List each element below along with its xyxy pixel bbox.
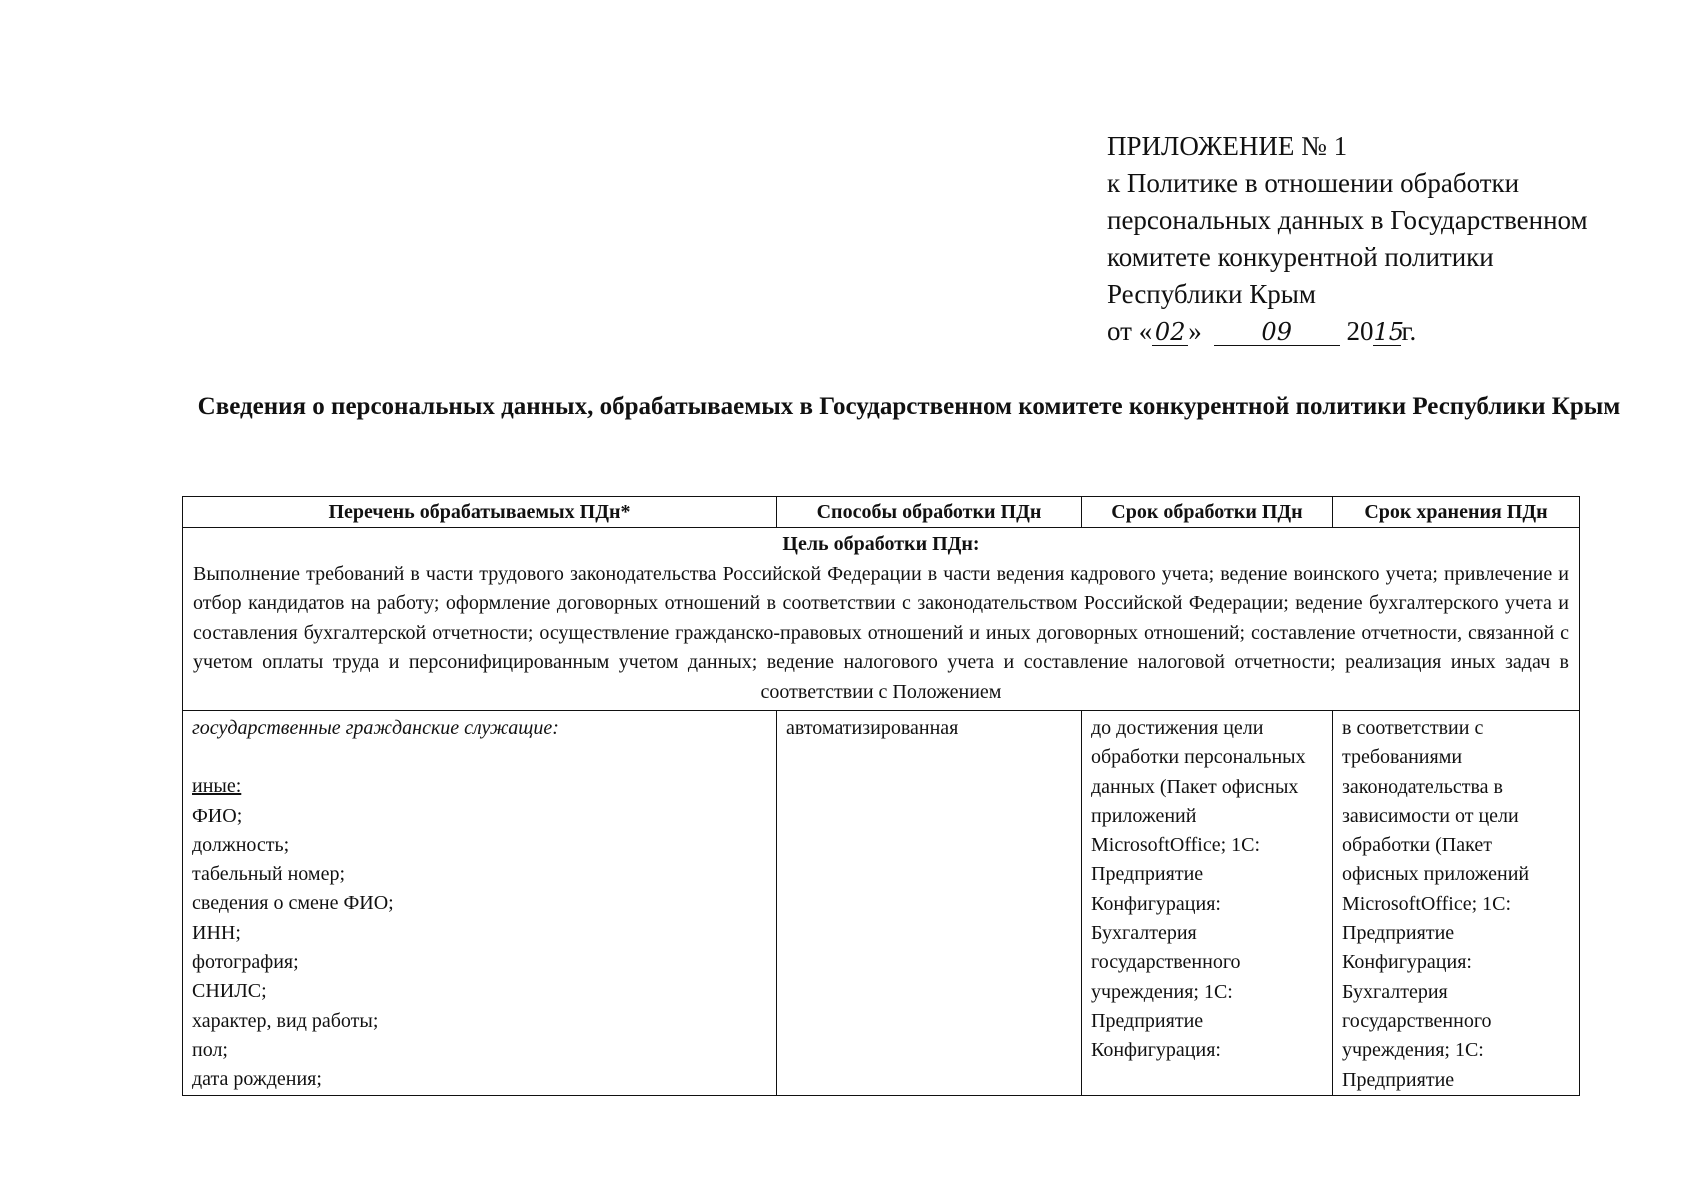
- purpose-text: Выполнение требований в части трудового законодательства Российской Федерации в части ведения кадрового учета; ведение воинского учета; привлечение и отбор кандидатов на работу; оформление договорных отношений в соответствии с законодательством Российской Федерации; ведение бухгалтерского учета и составления бухгалтерской отчетности; осуществление гражданско-правовых отношений и иных договорных отношений; составление отчетности, связанной с учетом оплаты труда и персонифицированным учетом данных; ведение налогового учета и составление налоговой отчетности; реализация иных задач в соответствии с Положением: [193, 562, 1569, 703]
- group-label: иные:: [192, 775, 242, 798]
- date-prefix: от «: [1107, 316, 1153, 346]
- table-header-row: [183, 497, 1580, 528]
- date-suffix: г.: [1401, 316, 1417, 346]
- date-month-handwritten: 09: [1214, 319, 1340, 346]
- appendix-number: ПРИЛОЖЕНИЕ № 1: [1107, 131, 1348, 161]
- date-year-prefix: 20: [1346, 316, 1374, 346]
- date-day-handwritten: 02: [1152, 319, 1188, 346]
- date-year-handwritten: 15: [1373, 318, 1404, 346]
- list-item: ИНН;: [192, 921, 241, 944]
- list-item: характер, вид работы;: [192, 1009, 379, 1032]
- pd-list-cell: [183, 711, 777, 1096]
- header-storage-term: Срок хранения ПДн: [1333, 497, 1580, 528]
- personal-data-table: [182, 496, 1580, 1096]
- list-item: СНИЛС;: [192, 980, 267, 1003]
- purpose-row: [183, 528, 1580, 711]
- list-item: дата рождения;: [192, 1068, 322, 1091]
- list-item: сведения о смене ФИО;: [192, 892, 394, 915]
- appendix-line-2: к Политике в отношении обработки: [1107, 168, 1520, 198]
- table-row: [183, 711, 1580, 1096]
- method-cell: автоматизированная: [777, 711, 1082, 1096]
- appendix-line-5: Республики Крым: [1107, 279, 1316, 309]
- list-item: должность;: [192, 833, 290, 856]
- list-item: фотография;: [192, 951, 299, 974]
- header-methods: Способы обработки ПДн: [777, 497, 1082, 528]
- purpose-title: Цель обработки ПДн:: [782, 533, 980, 555]
- subject-category: государственные гражданские служащие:: [192, 717, 559, 739]
- spacer: [192, 743, 768, 772]
- header-processing-term: Срок обработки ПДн: [1082, 497, 1333, 528]
- appendix-header: [1107, 128, 1667, 350]
- list-item: табельный номер;: [192, 863, 346, 886]
- processing-term-cell: до достижения цели обработки персональных данных (Пакет офисных приложений MicrosoftOffice; 1С: Предприятие Конфигурация: Бухгалтерия государственного учреждения; 1С: Предприятие Конфигурация:: [1082, 711, 1333, 1096]
- list-item: пол;: [192, 1038, 228, 1061]
- document-title: Сведения о персональных данных, обрабатываемых в Государственном комитете конкурентной политики Республики Крым: [197, 393, 1621, 420]
- list-item: ФИО;: [192, 804, 243, 827]
- appendix-line-3: персональных данных в Государственном: [1107, 205, 1588, 235]
- appendix-date: [1107, 313, 1667, 350]
- date-quote-close: »: [1188, 316, 1202, 346]
- header-pd-list: Перечень обрабатываемых ПДн*: [183, 497, 777, 528]
- purpose-cell: [183, 528, 1580, 711]
- storage-term-cell: в соответствии с требованиями законодательства в зависимости от цели обработки (Пакет офисных приложений MicrosoftOffice; 1С: Предприятие Конфигурация: Бухгалтерия государственного учреждения; 1С: Предприятие: [1333, 711, 1580, 1096]
- appendix-line-4: комитете конкурентной политики: [1107, 242, 1494, 272]
